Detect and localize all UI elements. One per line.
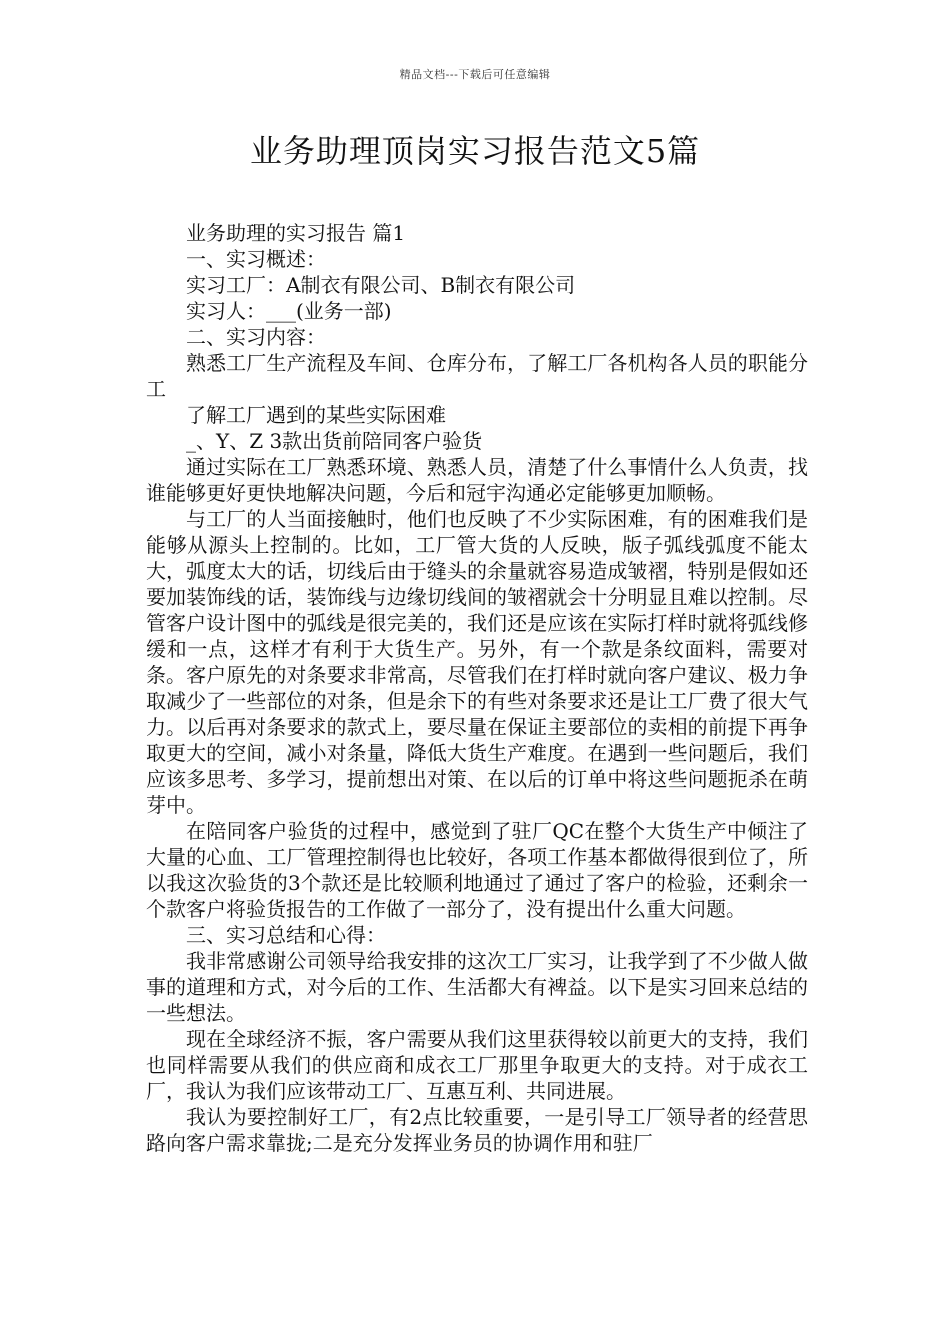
paragraph: 在陪同客户验货的过程中，感觉到了驻厂QC在整个大货生产中倾注了大量的心血、工厂管理控制得也比较好，各项工作基本都做得很到位了，所以我这次验货的3个款还是比较顺利地通过了通过了客户的检验，还剩余一个款客户将验货报告的工作做了一部分了，没有提出什么重大问题。: [146, 819, 808, 921]
paragraph: 现在全球经济不振，客户需要从我们这里获得较以前更大的支持，我们也同样需要从我们的供应商和成衣工厂那里争取更大的支持。对于成衣工厂，我认为我们应该带动工厂、互惠互利、共同进展。: [146, 1027, 808, 1103]
paragraph: 实习工厂：A制衣有限公司、B制衣有限公司: [186, 273, 576, 297]
section-heading: 三、实习总结和心得：: [186, 923, 386, 947]
paragraph: 了解工厂遇到的某些实际困难: [186, 403, 446, 427]
paragraph: _、Y、Z 3款出货前陪同客户验货: [186, 429, 483, 453]
document-body: [146, 220, 808, 1156]
paragraph: 通过实际在工厂熟悉环境、熟悉人员，清楚了什么事情什么人负责，找谁能够更好更快地解决问题，今后和冠宇沟通必定能够更加顺畅。: [146, 455, 808, 505]
paragraph: 我认为要控制好工厂，有2点比较重要，一是引导工厂领导者的经营思路向客户需求靠拢;二是充分发挥业务员的协调作用和驻厂: [146, 1105, 808, 1155]
paragraph: 实习人：___(业务一部): [186, 299, 392, 323]
section-heading: 二、实习内容：: [186, 325, 326, 349]
section-heading: 一、实习概述：: [186, 247, 326, 271]
paragraph: 我非常感谢公司领导给我安排的这次工厂实习，让我学到了不少做人做事的道理和方式，对今后的工作、生活都大有裨益。以下是实习回来总结的一些想法。: [146, 949, 808, 1025]
section-heading: 业务助理的实习报告 篇1: [186, 221, 406, 245]
paragraph: 与工厂的人当面接触时，他们也反映了不少实际困难，有的困难我们是能够从源头上控制的。比如，工厂管大货的人反映，版子弧线弧度不能太大，弧度太大的话，切线后由于缝头的余量就容易造成皱褶，特别是假如还要加装饰线的话，装饰线与边缘切线间的皱褶就会十分明显且难以控制。尽管客户设计图中的弧线是很完美的，我们还是应该在实际打样时就将弧线修缓和一点，这样才有利于大货生产。另外，有一个款是条纹面料，需要对条。客户原先的对条要求非常高，尽管我们在打样时就向客户建议、极力争取减少了一些部位的对条，但是余下的有些对条要求还是让工厂费了很大气力。以后再对条要求的款式上，要尽量在保证主要部位的卖相的前提下再争取更大的空间，减小对条量，降低大货生产难度。在遇到一些问题后，我们应该多思考、多学习，提前想出对策、在以后的订单中将这些问题扼杀在萌芽中。: [146, 507, 808, 817]
document-title: 业务助理顶岗实习报告范文5篇: [249, 132, 701, 170]
paragraph: 熟悉工厂生产流程及车间、仓库分布，了解工厂各机构各人员的职能分工: [146, 351, 808, 401]
header-note: 精品文档---下载后可任意编辑: [399, 68, 551, 81]
